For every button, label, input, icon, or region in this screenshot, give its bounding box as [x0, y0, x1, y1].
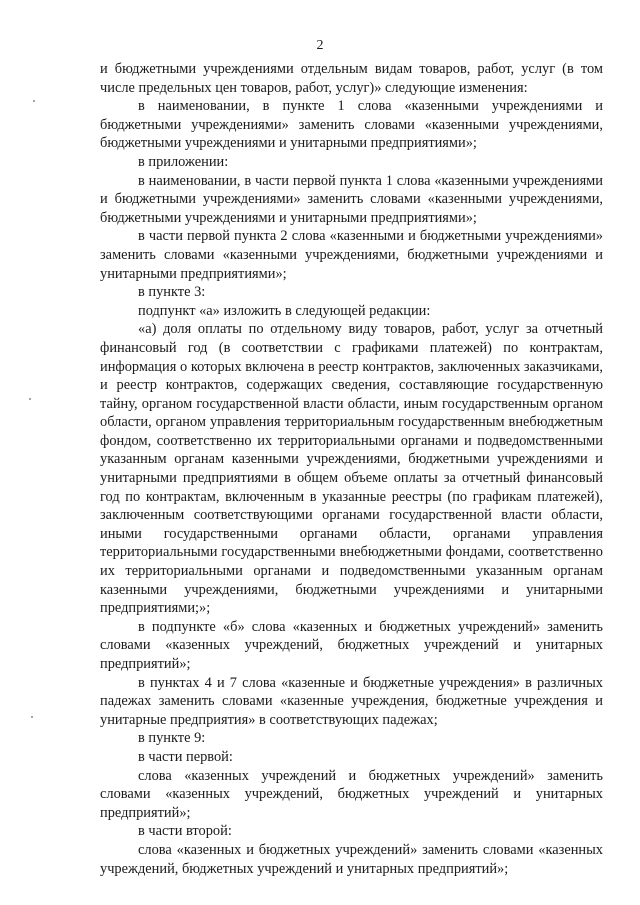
- paragraph: подпункт «а» изложить в следующей редакции:: [138, 302, 431, 319]
- paragraph: слова «казенных учреждений и бюджетных учреждений» заменить словами «казенных учреждений, бюджетных учреждений и унитарных предприятий»;: [100, 767, 603, 821]
- document-body: [100, 60, 603, 878]
- paragraph: в наименовании, в части первой пункта 1 слова «казенными учреждениями и бюджетными учреждениями» заменить словами «казенными учреждениями, бюджетными учреждениями и унитарными предприятиями»;: [100, 172, 603, 226]
- paragraph: в пункте 3:: [138, 284, 206, 301]
- paragraph: в приложении:: [138, 153, 229, 170]
- paragraph: в подпункте «б» слова «казенных и бюджетных учреждений» заменить словами «казенных учреждений, бюджетных учреждений и унитарных предприятий»;: [100, 618, 603, 672]
- paragraph: в пунктах 4 и 7 слова «казенные и бюджетные учреждения» в различных падежах заменить словами «казенные учреждения, бюджетные учреждения и унитарные предприятия» в соответствующих падежах;: [100, 674, 603, 728]
- scan-speck: [29, 398, 31, 400]
- paragraph: в части первой пункта 2 слова «казенными и бюджетными учреждениями» заменить словами «казенными учреждениями, бюджетными учреждениями и унитарными предприятиями»;: [100, 228, 603, 282]
- scan-speck: [33, 100, 35, 102]
- paragraph: в части первой:: [138, 748, 233, 765]
- paragraph: «а) доля оплаты по отдельному виду товаров, работ, услуг за отчетный финансовый год (в соответствии с графиками платежей) по контрактам, информация о которых включена в реестр контрактов, заключенных заказчиками, и реестр контрактов, содержащих сведения, составляющие государственную тайну, органом государственной власти области, иным государственным органом области, органом управления территориальным государственным внебюджетным фондом, соответственно их территориальными органами и подведомственными указанным органам казенными учреждениями, бюджетными учреждениями и унитарными предприятиями в общем объеме оплаты за отчетный финансовый год по контрактам, включенным в указанные реестры (по графикам платежей), заключенным соответствующими органами государственной власти области, иными государственными органами области, органами управления территориальными государственными внебюджетными фондами, соответственно их территориальными органами и подведомственными указанным органам казенными учреждениями, бюджетными учреждениями и унитарными предприятиями;»;: [100, 321, 603, 617]
- paragraph: в наименовании, в пункте 1 слова «казенными учреждениями и бюджетными учреждениями» заменить словами «казенными учреждениями, бюджетными учреждениями и унитарными предприятиями»;: [100, 98, 603, 152]
- paragraph: слова «казенных и бюджетных учреждений» заменить словами «казенных учреждений, бюджетных учреждений и унитарных предприятий»;: [100, 841, 603, 877]
- page-number: 2: [316, 38, 324, 53]
- paragraph: в пункте 9:: [138, 730, 206, 747]
- paragraph: и бюджетными учреждениями отдельным видам товаров, работ, услуг (в том числе предельных цен товаров, работ, услуг)» следующие изменения:: [100, 61, 603, 96]
- paragraph: в части второй:: [138, 823, 232, 840]
- scan-speck: [31, 716, 33, 718]
